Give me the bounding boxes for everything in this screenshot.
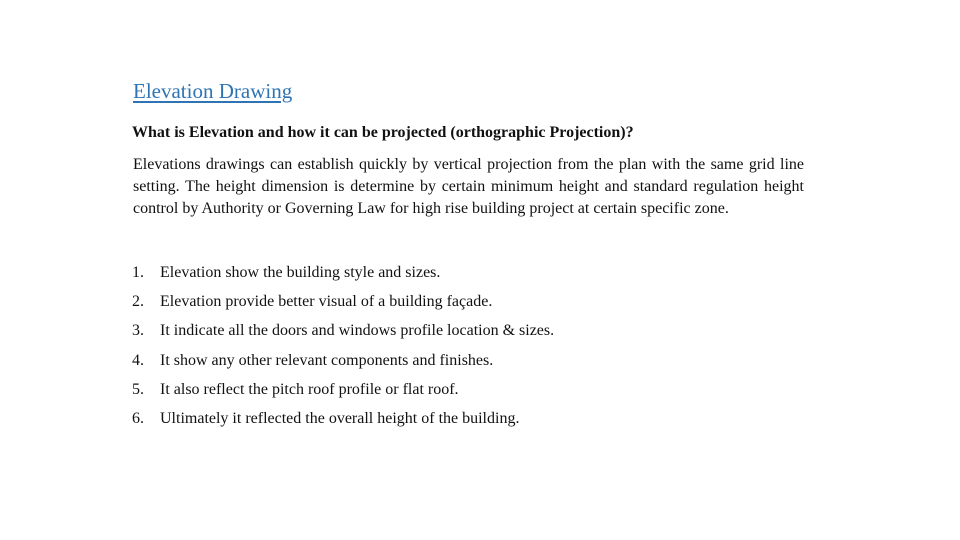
numbered-list <box>132 262 554 437</box>
slide-title: Elevation Drawing <box>133 79 293 103</box>
list-item <box>132 379 554 408</box>
list-item-number: 4. <box>132 351 144 369</box>
list-item <box>132 262 554 291</box>
list-item-text: It indicate all the doors and windows profile location & sizes. <box>160 322 555 340</box>
list-item <box>132 350 554 379</box>
list-item <box>132 320 554 349</box>
list-item-text: Elevation show the building style and sizes. <box>160 264 441 281</box>
list-item-text: It show any other relevant components and finishes. <box>160 351 494 369</box>
list-item-number: 6. <box>132 409 144 427</box>
list-item-number: 1. <box>132 264 144 281</box>
list-item-text: Elevation provide better visual of a building façade. <box>160 293 493 311</box>
list-item-number: 2. <box>132 293 144 311</box>
list-item-text: Ultimately it reflected the overall height of the building. <box>160 409 520 427</box>
question-heading: What is Elevation and how it can be projected (orthographic Projection)? <box>132 124 634 141</box>
list-item <box>132 291 554 320</box>
body-paragraph: Elevations drawings can establish quickly by vertical projection from the plan with the same grid line setting. The height dimension is determine by certain minimum height and standard regulation height control by Authority or Governing Law for high rise building project at certain specific zone. <box>133 156 804 217</box>
list-item <box>132 408 554 437</box>
list-item-number: 3. <box>132 322 144 340</box>
list-item-text: It also reflect the pitch roof profile or flat roof. <box>160 380 459 398</box>
list-item-number: 5. <box>132 380 144 398</box>
